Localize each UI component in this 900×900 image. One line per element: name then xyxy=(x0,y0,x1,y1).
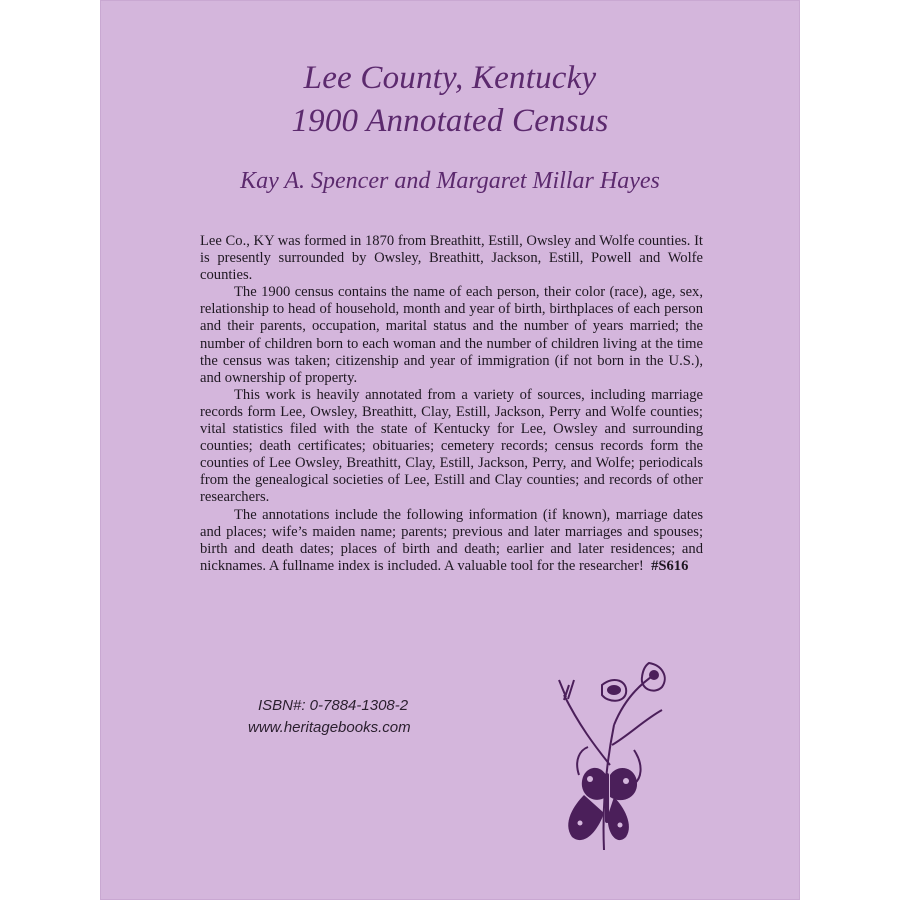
paragraph: Lee Co., KY was formed in 1870 from Breathitt, Estill, Owsley and Wolfe counties. It is presently surrounded by Owsley, Breathitt, Jackson, Estill, Powell and Wolfe counties. xyxy=(200,233,703,284)
book-authors: Kay A. Spencer and Margaret Millar Hayes xyxy=(240,168,660,194)
isbn: ISBN#: 0-7884-1308-2 xyxy=(258,697,409,714)
paragraph xyxy=(200,507,703,575)
book-title-line1: Lee County, Kentucky xyxy=(303,60,597,96)
paragraph-text: The annotations include the following information (if known), marriage dates and places; wife’s maiden name; parents; previous and later marriages and spouses; birth and death dates; places of birth and death; earlier and later residences; and nicknames. A fullname index is included. A valuable tool for the researcher! xyxy=(200,506,703,574)
book-title-line2: 1900 Annotated Census xyxy=(291,103,609,139)
paragraph: The 1900 census contains the name of each person, their color (race), age, sex, relationship to head of household, month and year of birth, birthplaces of each person and their parents, occupation, marital status and the number of years married; the number of children born to each woman and the number of children living at the time the census was taken; citizenship and year of immigration (if not born in the U.S.), and ownership of property. xyxy=(200,284,703,386)
website-link[interactable]: www.heritagebooks.com xyxy=(248,719,411,736)
book-back-cover xyxy=(100,0,800,900)
butterfly-flower-icon xyxy=(544,655,674,855)
description xyxy=(200,233,703,575)
paragraph: This work is heavily annotated from a variety of sources, including marriage records form Lee, Owsley, Breathitt, Clay, Estill, Jackson, Perry and Wolfe counties; vital statistics filed with the state of Kentucky for Lee, Owsley and surrounding counties; death certificates; obituaries; cemetery records; census records form the counties of Lee Owsley, Breathitt, Clay, Estill, Jackson, Perry, and Wolfe; periodicals from the genealogical societies of Lee, Estill and Clay counties; and records of other researchers. xyxy=(200,386,703,506)
catalog-code: #S616 xyxy=(651,557,689,574)
